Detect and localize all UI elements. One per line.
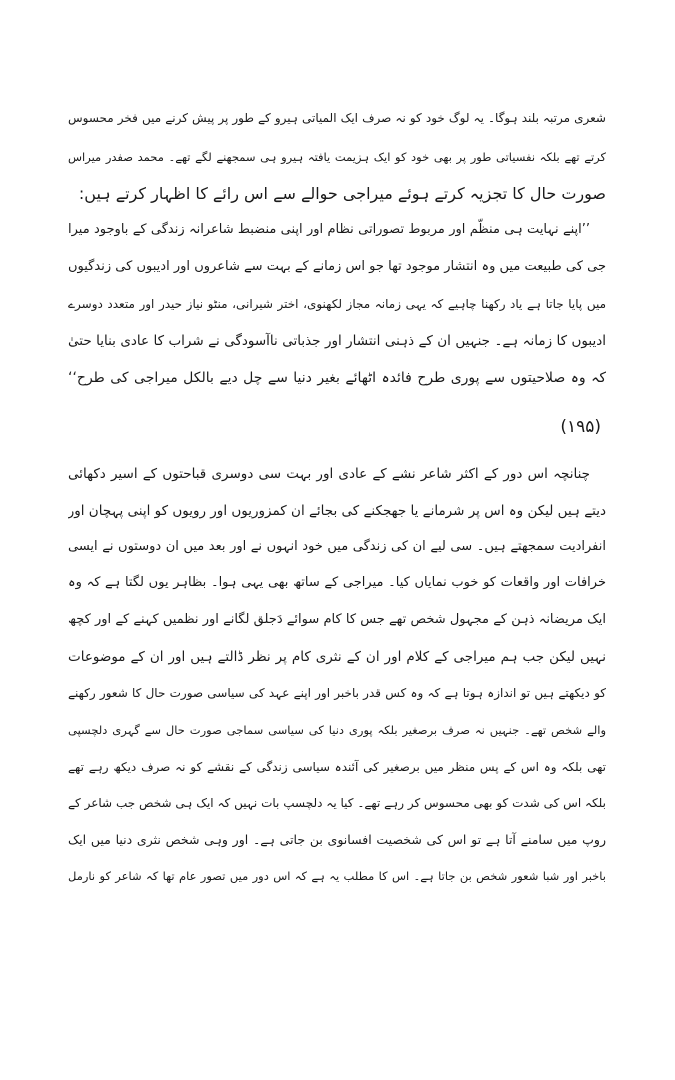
- text-line: چنانچہ اس دور کے اکثر شاعر نشے کے عادی اور بہت سی دوسری قباحتوں کے اسیر دکھائی: [68, 466, 590, 482]
- text-line: انفرادیت سمجھتے ہیں۔ سی لیے ان کی زندگی میں خود انہوں نے اور بعد میں ان دوستوں نے ایسی: [68, 539, 606, 554]
- text-line: صورت حال کا تجزیہ کرتے ہوئے میراجی حوالے سے اس رائے کا اظہار کرتے ہیں:: [78, 184, 606, 203]
- text-line: دیتے ہیں لیکن وہ اس پر شرمانے یا جھجکنے کی بجائے ان کمزوریوں اور رویوں کو اپنی پہچان اور: [68, 503, 606, 519]
- text-line: شعری مرتبہ بلند ہوگا۔ یہ لوگ خود کو نہ صرف ایک المیاتی ہیرو کے طور پر پیش کرنے میں فخر محسوس: [68, 111, 606, 125]
- text-line: بلکہ اس کی شدت کو بھی محسوس کر رہے تھے۔ کیا یہ دلچسپ بات نہیں کہ ایک ہی شخص جب شاعر کے: [68, 796, 606, 810]
- text-line: ایک مریضانہ ذہن کے مجہول شخص تھے جس کا کام سوائے دَجلق لگانے اور نظمیں کہنے کے اور کچھ: [68, 612, 606, 627]
- text-line: نہیں لیکن جب ہم میراجی کے کلام اور ان کے نثری کام پر نظر ڈالتے ہیں اور ان کے موضوعات: [68, 649, 606, 665]
- quote-line: جی کی طبیعت میں وہ انتشار موجود تھا جو اس زمانے کے بہت سے شاعروں اور ادیبوں کی زندگیوں: [68, 259, 606, 274]
- text-line: کو دیکھتے ہیں تو اندازہ ہوتا ہے کہ وہ کس قدر باخبر اور اپنے عہد کی سیاسی صورت حال کا شعور رکھنے: [68, 686, 606, 700]
- text-line: تھی بلکہ وہ اس کے پس منظر میں برصغیر کی آئندہ سیاسی زندگی کے نقشے کو نہ صرف دیکھ رہے تھے: [68, 760, 606, 774]
- text-line: روپ میں سامنے آتا ہے تو اس کی شخصیت افسانوی بن جاتی ہے۔ اور وہی شخص نثری دنیا میں ایک: [68, 832, 606, 847]
- text-line: خرافات اور واقعات کو خوب نمایاں کیا۔ میراجی کے ساتھ بھی یہی ہوا۔ بظاہر یوں لگتا ہے کہ وہ: [68, 575, 606, 590]
- text-line: والے شخص تھے۔ جنہیں نہ صرف برصغیر بلکہ پوری دنیا کی سیاسی سماجی صورت حال سے گہری دلچسپی: [68, 723, 606, 737]
- text-line: کرتے تھے بلکہ نفسیاتی طور پر بھی خود کو ایک ہزیمت یافتہ ہیرو ہی سمجھنے لگے تھے۔ محمد صفدر میراس: [68, 150, 606, 164]
- text-line: باخبر اور شبا شعور شخص بن جاتا ہے۔ اس کا مطلب یہ ہے کہ اس دور میں تصور عام تھا کہ شاعر کو نارمل: [68, 869, 606, 883]
- quote-line: کہ وہ صلاحیتوں سے پوری طرح فائدہ اٹھائے بغیر دنیا سے چل دیے بالکل میراجی کی طرح‘‘: [68, 370, 606, 386]
- quote-line: ادیبوں کا زمانہ ہے۔ جنہیں ان کے ذہنی انتشار اور جذباتی ناآسودگی نے شراب کا عادی بنایا حتیٰ: [68, 333, 606, 349]
- quote-reference-number: (۱۹۵): [560, 417, 601, 437]
- quote-line: ’’اپنے نہایت ہی منظّم اور مربوط تصوراتی نظام اور اپنی منضبط شاعرانہ زندگی کے باوجود میرا: [68, 222, 590, 237]
- quote-line: میں پایا جاتا ہے یاد رکھنا چاہیے کہ یہی زمانہ مجاز لکھنوی، اختر شیرانی، منٹو نیاز حیدر اور متعدد دوسرے: [68, 297, 606, 311]
